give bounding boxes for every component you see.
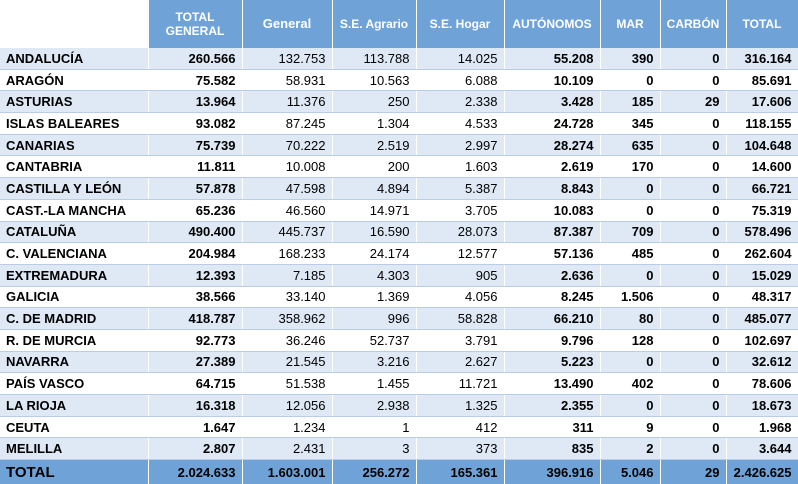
cell-total-general: 11.811 [148,156,242,178]
total-total: 2.426.625 [726,460,798,484]
column-header-mar: MAR [600,0,660,48]
cell-total: 48.317 [726,286,798,308]
cell-general: 11.376 [242,91,332,113]
cell-carbon: 0 [660,69,726,91]
cell-total: 85.691 [726,69,798,91]
cell-total-general: 2.807 [148,438,242,460]
cell-total: 32.612 [726,351,798,373]
region-name-cell: CASTILLA Y LEÓN [0,178,148,200]
cell-autonomos: 8.843 [504,178,600,200]
cell-se-agrario: 14.971 [332,199,416,221]
cell-se-hogar: 28.073 [416,221,504,243]
cell-total: 3.644 [726,438,798,460]
cell-general: 132.753 [242,48,332,69]
cell-se-agrario: 3.216 [332,351,416,373]
cell-carbon: 0 [660,286,726,308]
total-mar: 5.046 [600,460,660,484]
cell-mar: 0 [600,264,660,286]
cell-se-agrario: 1.369 [332,286,416,308]
cell-carbon: 0 [660,351,726,373]
cell-mar: 0 [600,199,660,221]
region-name-cell: CANARIAS [0,134,148,156]
cell-mar: 0 [600,395,660,417]
cell-carbon: 0 [660,395,726,417]
cell-se-agrario: 4.303 [332,264,416,286]
total-label: TOTAL [0,460,148,484]
column-header-region [0,0,148,48]
cell-general: 21.545 [242,351,332,373]
cell-general: 87.245 [242,113,332,135]
total-row [0,460,798,484]
region-name-cell: ANDALUCÍA [0,48,148,69]
cell-total-general: 75.739 [148,134,242,156]
cell-se-hogar: 6.088 [416,69,504,91]
cell-carbon: 0 [660,416,726,438]
region-name-cell: GALICIA [0,286,148,308]
cell-carbon: 0 [660,134,726,156]
total-general: 1.603.001 [242,460,332,484]
cell-autonomos: 87.387 [504,221,600,243]
cell-se-hogar: 58.828 [416,308,504,330]
cell-autonomos: 3.428 [504,91,600,113]
cell-carbon: 0 [660,264,726,286]
cell-mar: 0 [600,178,660,200]
cell-total: 66.721 [726,178,798,200]
table-row [0,416,798,438]
cell-carbon: 0 [660,156,726,178]
cell-se-agrario: 1 [332,416,416,438]
cell-total: 14.600 [726,156,798,178]
cell-se-agrario: 996 [332,308,416,330]
cell-total-general: 64.715 [148,373,242,395]
cell-se-hogar: 412 [416,416,504,438]
table-row [0,178,798,200]
table-row [0,373,798,395]
table-row [0,329,798,351]
cell-autonomos: 8.245 [504,286,600,308]
cell-total-general: 93.082 [148,113,242,135]
column-header-se-agrario: S.E. Agrario [332,0,416,48]
cell-autonomos: 311 [504,416,600,438]
cell-mar: 635 [600,134,660,156]
total-se-hogar: 165.361 [416,460,504,484]
column-header-general: General [242,0,332,48]
total-total-general: 2.024.633 [148,460,242,484]
column-header-carbon: CARBÓN [660,0,726,48]
cell-se-hogar: 2.627 [416,351,504,373]
region-name-cell: PAÍS VASCO [0,373,148,395]
cell-se-hogar: 1.325 [416,395,504,417]
table-row [0,308,798,330]
cell-total-general: 38.566 [148,286,242,308]
cell-se-hogar: 4.533 [416,113,504,135]
cell-mar: 9 [600,416,660,438]
cell-mar: 485 [600,243,660,265]
cell-total-general: 13.964 [148,91,242,113]
cell-carbon: 0 [660,308,726,330]
cell-se-hogar: 3.705 [416,199,504,221]
cell-carbon: 0 [660,438,726,460]
header-row [0,0,798,48]
cell-se-hogar: 4.056 [416,286,504,308]
cell-mar: 709 [600,221,660,243]
cell-carbon: 0 [660,243,726,265]
cell-mar: 80 [600,308,660,330]
cell-autonomos: 66.210 [504,308,600,330]
cell-general: 58.931 [242,69,332,91]
cell-total: 104.648 [726,134,798,156]
cell-total-general: 1.647 [148,416,242,438]
cell-total: 18.673 [726,395,798,417]
column-header-total-general: TOTAL GENERAL [148,0,242,48]
cell-total: 15.029 [726,264,798,286]
cell-se-hogar: 1.603 [416,156,504,178]
total-se-agrario: 256.272 [332,460,416,484]
cell-general: 12.056 [242,395,332,417]
table-row [0,199,798,221]
table-row [0,91,798,113]
cell-total-general: 260.566 [148,48,242,69]
cell-total-general: 204.984 [148,243,242,265]
cell-carbon: 0 [660,221,726,243]
region-name-cell: R. DE MURCIA [0,329,148,351]
cell-total-general: 57.878 [148,178,242,200]
region-name-cell: ARAGÓN [0,69,148,91]
cell-autonomos: 835 [504,438,600,460]
cell-se-hogar: 373 [416,438,504,460]
cell-total: 78.606 [726,373,798,395]
cell-autonomos: 28.274 [504,134,600,156]
cell-mar: 1.506 [600,286,660,308]
cell-mar: 170 [600,156,660,178]
cell-autonomos: 10.083 [504,199,600,221]
cell-general: 46.560 [242,199,332,221]
cell-autonomos: 10.109 [504,69,600,91]
cell-mar: 0 [600,351,660,373]
cell-autonomos: 13.490 [504,373,600,395]
cell-se-agrario: 10.563 [332,69,416,91]
cell-autonomos: 57.136 [504,243,600,265]
cell-mar: 390 [600,48,660,69]
region-name-cell: CATALUÑA [0,221,148,243]
cell-total: 17.606 [726,91,798,113]
cell-total-general: 65.236 [148,199,242,221]
cell-total-general: 418.787 [148,308,242,330]
cell-carbon: 0 [660,113,726,135]
cell-mar: 185 [600,91,660,113]
table-row [0,438,798,460]
cell-carbon: 0 [660,373,726,395]
cell-total-general: 27.389 [148,351,242,373]
table-row [0,286,798,308]
total-carbon: 29 [660,460,726,484]
region-name-cell: CAST.-LA MANCHA [0,199,148,221]
cell-se-agrario: 1.455 [332,373,416,395]
cell-autonomos: 5.223 [504,351,600,373]
cell-total-general: 490.400 [148,221,242,243]
cell-se-agrario: 2.519 [332,134,416,156]
table-row [0,243,798,265]
cell-total: 316.164 [726,48,798,69]
cell-general: 7.185 [242,264,332,286]
cell-se-agrario: 4.894 [332,178,416,200]
cell-mar: 345 [600,113,660,135]
table-row [0,69,798,91]
cell-se-agrario: 113.788 [332,48,416,69]
cell-total: 578.496 [726,221,798,243]
cell-se-agrario: 24.174 [332,243,416,265]
region-name-cell: CANTABRIA [0,156,148,178]
cell-total: 1.968 [726,416,798,438]
cell-mar: 402 [600,373,660,395]
cell-autonomos: 2.619 [504,156,600,178]
cell-general: 70.222 [242,134,332,156]
cell-general: 2.431 [242,438,332,460]
cell-general: 36.246 [242,329,332,351]
region-name-cell: MELILLA [0,438,148,460]
cell-mar: 0 [600,69,660,91]
total-autonomos: 396.916 [504,460,600,484]
cell-total-general: 12.393 [148,264,242,286]
table-row [0,156,798,178]
cell-total-general: 75.582 [148,69,242,91]
cell-se-hogar: 5.387 [416,178,504,200]
cell-general: 445.737 [242,221,332,243]
cell-total-general: 92.773 [148,329,242,351]
column-header-total: TOTAL [726,0,798,48]
cell-general: 168.233 [242,243,332,265]
column-header-se-hogar: S.E. Hogar [416,0,504,48]
cell-general: 33.140 [242,286,332,308]
cell-se-agrario: 200 [332,156,416,178]
cell-general: 47.598 [242,178,332,200]
cell-se-agrario: 52.737 [332,329,416,351]
region-name-cell: C. DE MADRID [0,308,148,330]
cell-se-hogar: 3.791 [416,329,504,351]
table-row [0,113,798,135]
region-name-cell: EXTREMADURA [0,264,148,286]
cell-carbon: 0 [660,178,726,200]
cell-total: 262.604 [726,243,798,265]
cell-carbon: 0 [660,48,726,69]
cell-autonomos: 2.355 [504,395,600,417]
table-body [0,48,798,460]
cell-se-agrario: 16.590 [332,221,416,243]
cell-se-hogar: 11.721 [416,373,504,395]
column-header-autonomos: AUTÓNOMOS [504,0,600,48]
cell-se-hogar: 905 [416,264,504,286]
cell-total: 102.697 [726,329,798,351]
table-row [0,351,798,373]
table-row [0,48,798,69]
cell-se-agrario: 2.938 [332,395,416,417]
cell-mar: 128 [600,329,660,351]
cell-carbon: 0 [660,199,726,221]
region-name-cell: C. VALENCIANA [0,243,148,265]
table-row [0,221,798,243]
cell-carbon: 29 [660,91,726,113]
cell-total: 75.319 [726,199,798,221]
cell-general: 358.962 [242,308,332,330]
cell-se-agrario: 1.304 [332,113,416,135]
cell-autonomos: 2.636 [504,264,600,286]
cell-autonomos: 24.728 [504,113,600,135]
table-row [0,395,798,417]
cell-general: 51.538 [242,373,332,395]
cell-se-hogar: 12.577 [416,243,504,265]
cell-total: 118.155 [726,113,798,135]
table-row [0,134,798,156]
cell-se-agrario: 250 [332,91,416,113]
cell-autonomos: 9.796 [504,329,600,351]
region-name-cell: ISLAS BALEARES [0,113,148,135]
cell-carbon: 0 [660,329,726,351]
cell-autonomos: 55.208 [504,48,600,69]
cell-general: 1.234 [242,416,332,438]
cell-general: 10.008 [242,156,332,178]
cell-mar: 2 [600,438,660,460]
table-row [0,264,798,286]
region-name-cell: CEUTA [0,416,148,438]
cell-se-agrario: 3 [332,438,416,460]
region-name-cell: LA RIOJA [0,395,148,417]
cell-total: 485.077 [726,308,798,330]
cell-se-hogar: 14.025 [416,48,504,69]
cell-total-general: 16.318 [148,395,242,417]
region-name-cell: ASTURIAS [0,91,148,113]
region-name-cell: NAVARRA [0,351,148,373]
cell-se-hogar: 2.997 [416,134,504,156]
cell-se-hogar: 2.338 [416,91,504,113]
